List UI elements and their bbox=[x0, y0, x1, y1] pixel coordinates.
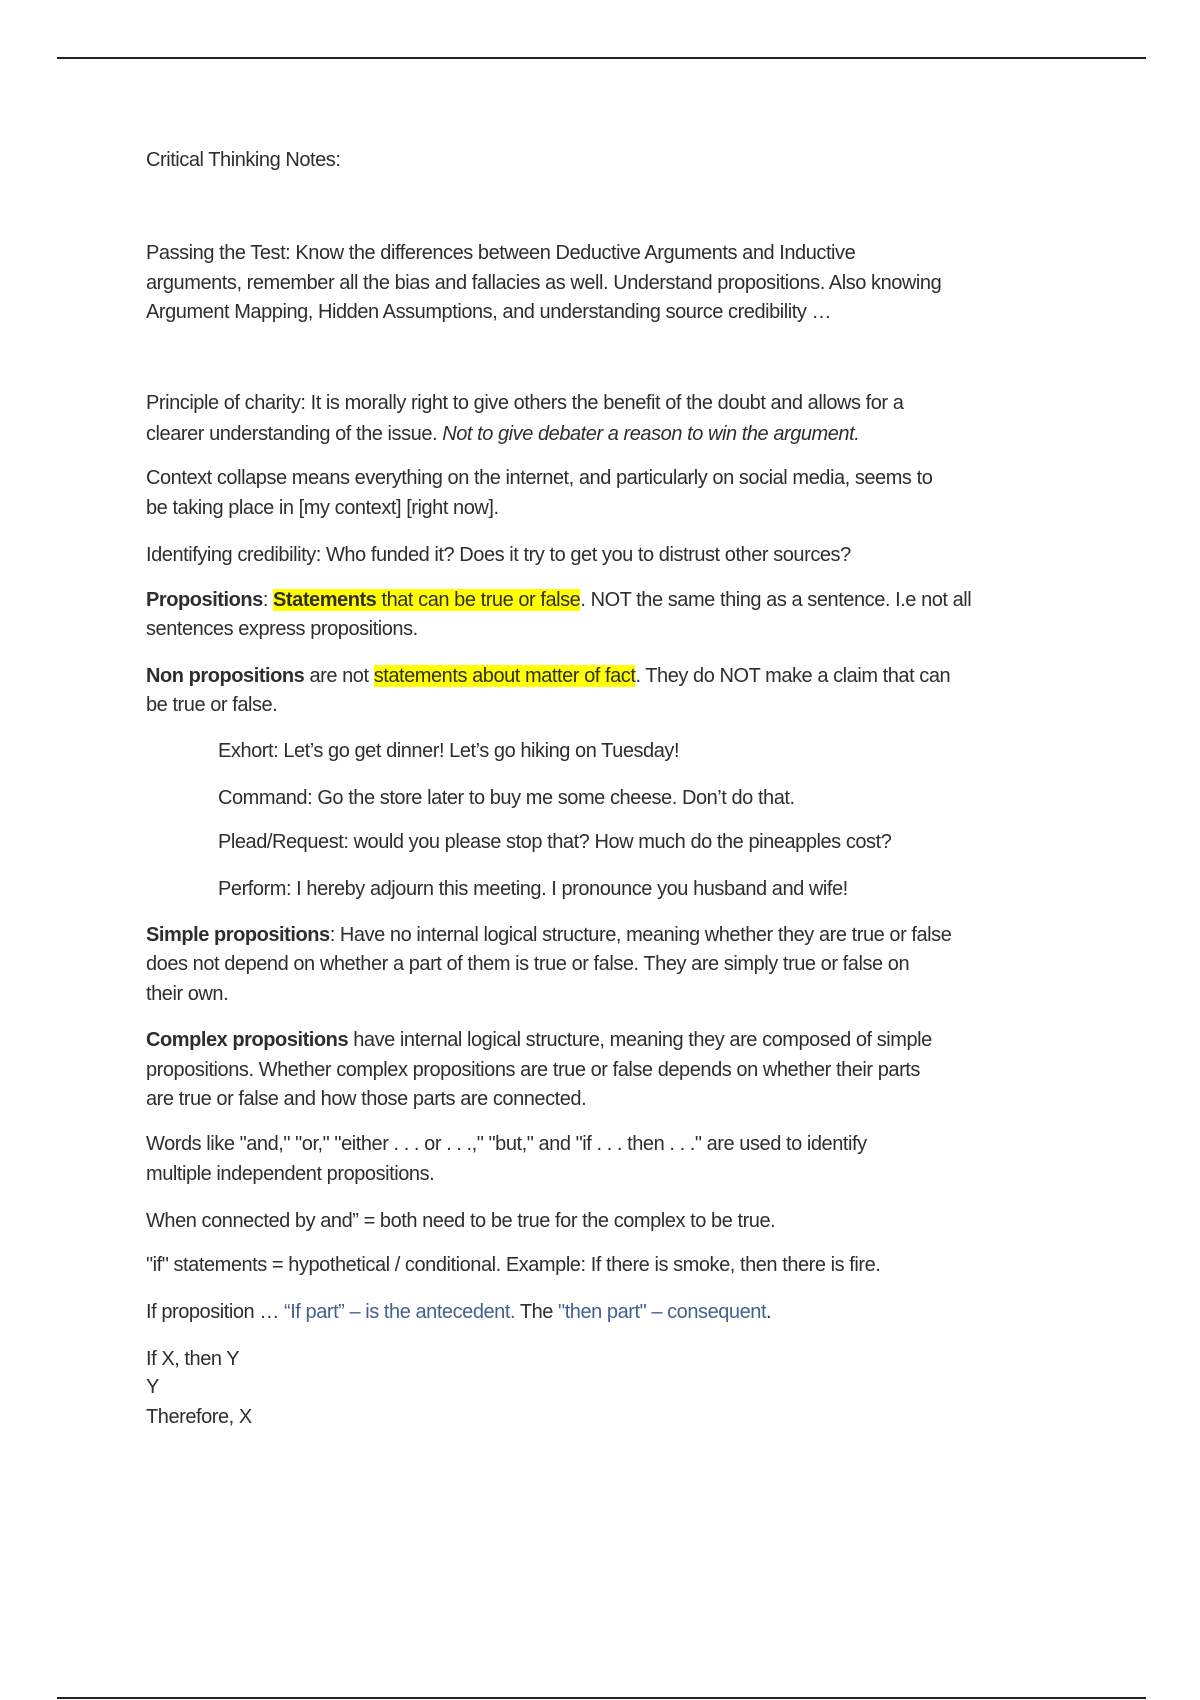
text-line: sentences express propositions. bbox=[146, 618, 418, 640]
text-line: does not depend on whether a part of them is true or false. They are simply true or false on bbox=[146, 953, 910, 975]
header-rule bbox=[57, 57, 1146, 59]
text-line: Passing the Test: Know the differences between Deductive Arguments and Inductive bbox=[146, 242, 856, 264]
blue-span: "then part" – consequent bbox=[558, 1301, 767, 1323]
text-line bbox=[146, 421, 859, 447]
text-span: have internal logical structure, meaning they are composed of simple bbox=[348, 1029, 932, 1051]
when-and-paragraph: When connected by and” = both need to be true for the complex to be true. bbox=[146, 1210, 776, 1232]
text-line: arguments, remember all the bias and fallacies as well. Understand propositions. Also knowing bbox=[146, 272, 942, 294]
bold-term: Statements bbox=[273, 589, 377, 611]
italic-span: Not to give debater a reason to win the argument. bbox=[442, 423, 860, 445]
text-line: Principle of charity: It is morally right to give others the benefit of the doubt and allows for a bbox=[146, 392, 904, 414]
text-span: . NOT the same thing as a sentence. I.e not all bbox=[580, 589, 972, 611]
example-command: Command: Go the store later to buy me some cheese. Don’t do that. bbox=[218, 787, 795, 809]
text-line bbox=[146, 587, 971, 613]
example-plead: Plead/Request: would you please stop that? How much do the pineapples cost? bbox=[218, 831, 892, 853]
blue-span: “If part” – is the antecedent. bbox=[283, 1301, 516, 1323]
bold-term: Complex propositions bbox=[146, 1029, 349, 1051]
if-statements-paragraph: "if" statements = hypothetical / conditional. Example: If there is smoke, then there is fire. bbox=[146, 1254, 881, 1276]
example-perform: Perform: I hereby adjourn this meeting. I pronounce you husband and wife! bbox=[218, 878, 848, 900]
text-line: multiple independent propositions. bbox=[146, 1163, 435, 1185]
text-line: Context collapse means everything on the internet, and particularly on social media, seems to bbox=[146, 467, 933, 489]
text-line: their own. bbox=[146, 983, 229, 1005]
text-line: be taking place in [my context] [right now]. bbox=[146, 497, 499, 519]
text-span: that can be true or false bbox=[376, 589, 581, 611]
text-line: Therefore, X bbox=[146, 1406, 252, 1428]
bold-term: Non propositions bbox=[146, 665, 305, 687]
text-span: : Have no internal logical structure, meaning whether they are true or false bbox=[329, 924, 952, 946]
text-line bbox=[146, 922, 951, 948]
text-line bbox=[146, 1027, 932, 1053]
footer-rule bbox=[57, 1697, 1146, 1699]
example-exhort: Exhort: Let’s go get dinner! Let’s go hiking on Tuesday! bbox=[218, 740, 680, 762]
text-line: Y bbox=[146, 1376, 159, 1398]
credibility-paragraph: Identifying credibility: Who funded it? Does it try to get you to distrust other sources? bbox=[146, 544, 851, 566]
text-span: If proposition … bbox=[146, 1301, 284, 1323]
text-line: be true or false. bbox=[146, 694, 278, 716]
bold-term: Simple propositions bbox=[146, 924, 330, 946]
text-span: . bbox=[766, 1301, 772, 1323]
text-span: are not bbox=[304, 665, 374, 687]
text-line: If X, then Y bbox=[146, 1348, 240, 1370]
text-span: clearer understanding of the issue. bbox=[146, 423, 443, 445]
text-line bbox=[146, 663, 950, 689]
text-line: are true or false and how those parts are connected. bbox=[146, 1088, 587, 1110]
text-line: propositions. Whether complex propositions are true or false depends on whether their parts bbox=[146, 1059, 920, 1081]
text-span: The bbox=[515, 1301, 559, 1323]
highlight-span: statements about matter of fact bbox=[373, 665, 636, 687]
text-span: . They do NOT make a claim that can bbox=[635, 665, 951, 687]
text-line: Words like "and," "or," "either . . . or . . .," "but," and "if . . . then . . ." are used to identify bbox=[146, 1133, 867, 1155]
text-span: : bbox=[262, 589, 274, 611]
if-proposition-paragraph bbox=[146, 1299, 771, 1325]
page-title: Critical Thinking Notes: bbox=[146, 149, 341, 171]
bold-term: Propositions bbox=[146, 589, 263, 611]
text-line: Argument Mapping, Hidden Assumptions, and understanding source credibility … bbox=[146, 301, 832, 323]
highlight-span bbox=[273, 589, 580, 611]
